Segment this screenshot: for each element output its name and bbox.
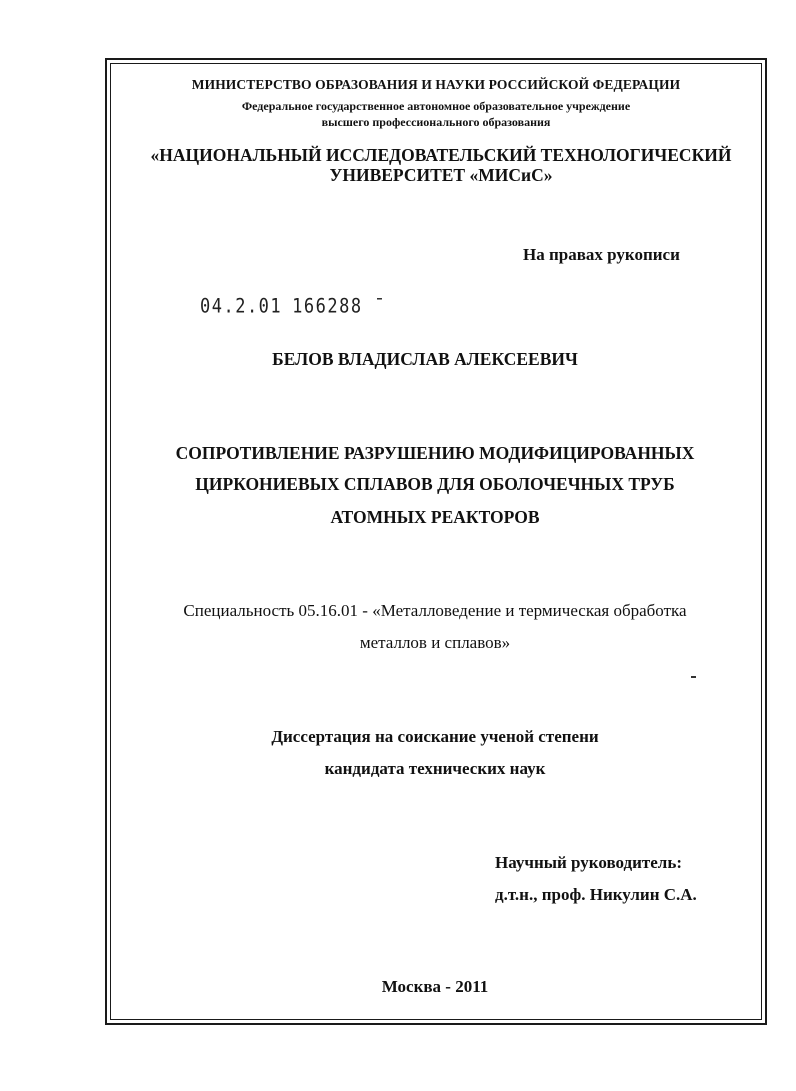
- author-name: БЕЛОВ ВЛАДИСЛАВ АЛЕКСЕЕВИЧ: [272, 349, 578, 369]
- stamp-code: 04.2.01: [200, 295, 283, 318]
- manuscript-rights-note: На правах рукописи: [523, 245, 680, 264]
- library-stamp: [200, 295, 386, 318]
- stamp-number: 166288: [292, 295, 363, 318]
- supervisor-label: Научный руководитель:: [495, 853, 682, 872]
- dissertation-degree-line-1: Диссертация на соискание ученой степени: [271, 727, 599, 746]
- ministry-heading: МИНИСТЕРСТВО ОБРАЗОВАНИЯ И НАУКИ РОССИЙСКОЙ ФЕДЕРАЦИИ: [191, 77, 681, 92]
- dissertation-degree-line-2: кандидата технических наук: [324, 759, 546, 778]
- thesis-title-line-1: СОПРОТИВЛЕНИЕ РАЗРУШЕНИЮ МОДИФИЦИРОВАННЫХ: [175, 443, 695, 463]
- city-year: Москва - 2011: [381, 977, 489, 996]
- page-border-inner: [110, 63, 762, 1020]
- thesis-title-line-2: ЦИРКОНИЕВЫХ СПЛАВОВ ДЛЯ ОБОЛОЧЕЧНЫХ ТРУБ: [195, 474, 675, 494]
- university-name-line-1: «НАЦИОНАЛЬНЫЙ ИССЛЕДОВАТЕЛЬСКИЙ ТЕХНОЛОГИЧЕСКИЙ: [150, 145, 732, 165]
- specialty-line-1: Специальность 05.16.01 - «Металловедение и термическая обработка: [183, 601, 687, 620]
- institution-type-line-1: Федеральное государственное автономное образовательное учреждение: [241, 99, 631, 113]
- supervisor-name: д.т.н., проф. Никулин С.А.: [495, 885, 697, 904]
- specialty-line-2: металлов и сплавов»: [359, 633, 511, 652]
- thesis-title-line-3: АТОМНЫХ РЕАКТОРОВ: [330, 507, 540, 527]
- scan-speck: [691, 676, 696, 678]
- institution-type-line-2: высшего профессионального образования: [321, 115, 551, 129]
- stamp-mark: ˉ: [362, 295, 387, 318]
- university-name-line-2: УНИВЕРСИТЕТ «МИСиС»: [329, 165, 553, 185]
